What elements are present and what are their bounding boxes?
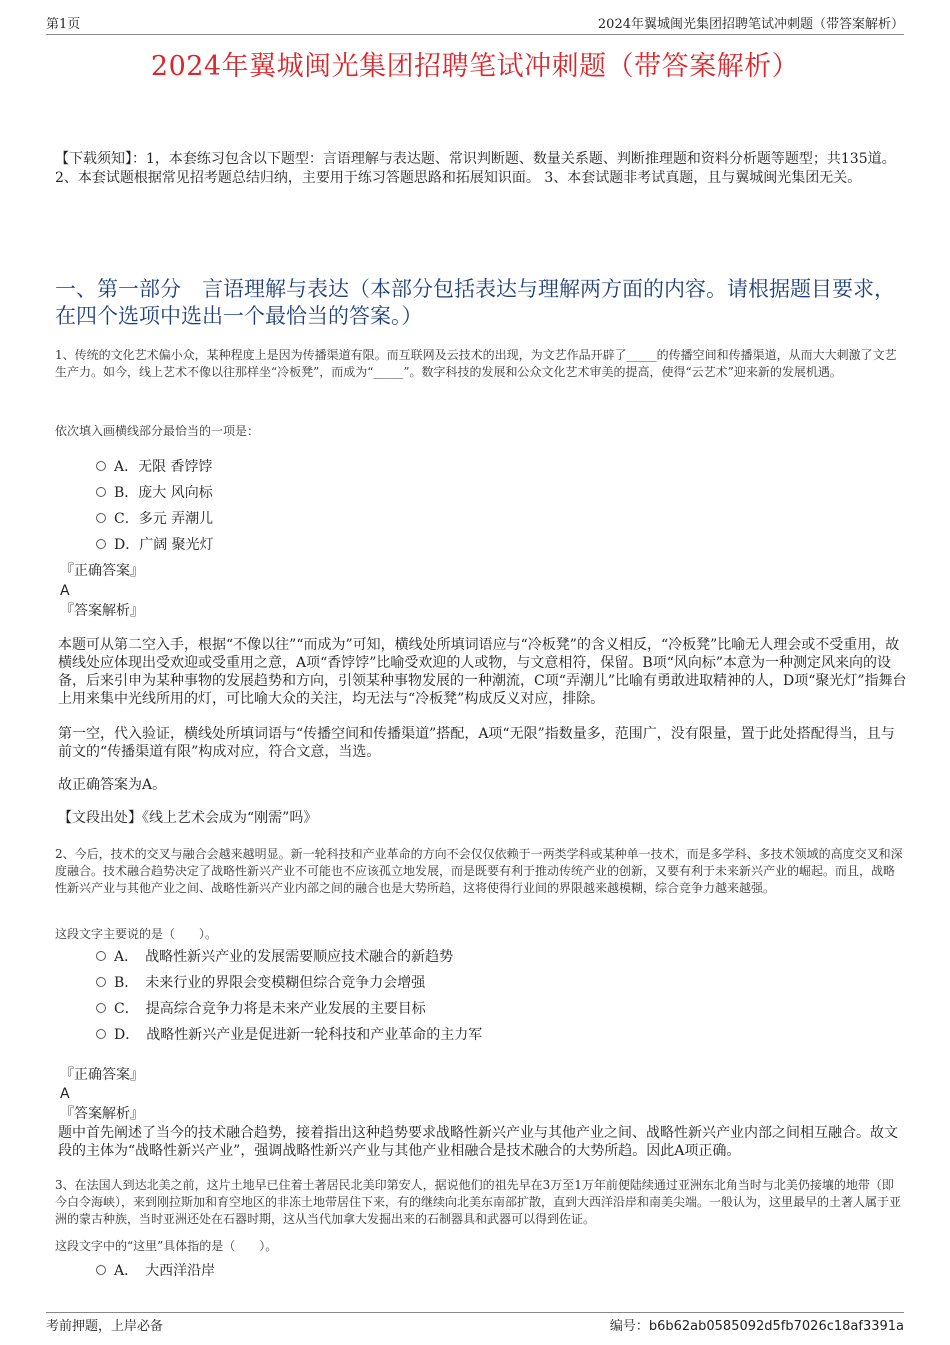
radio-icon[interactable] bbox=[96, 1265, 106, 1275]
question-2-prompt: 这段文字主要说的是（ ）。 bbox=[55, 927, 218, 941]
analysis-paragraph-3: 故正确答案为A。 bbox=[58, 777, 167, 793]
option-a[interactable]: A． 战略性新兴产业的发展需要顺应技术融合的新趋势 bbox=[96, 943, 482, 969]
analysis-label: 『答案解析』 bbox=[60, 603, 144, 619]
question-1-options bbox=[96, 453, 214, 557]
answer-value: A bbox=[60, 1086, 70, 1102]
source-citation: 【文段出处】《线上艺术会成为“刚需”吗》 bbox=[58, 810, 318, 826]
option-b[interactable]: B．庞大 风向标 bbox=[96, 479, 214, 505]
answer-label: 『正确答案』 bbox=[60, 563, 144, 579]
radio-icon[interactable] bbox=[96, 977, 106, 987]
question-2-text: 2、今后，技术的交叉与融合会越来越明显。新一轮科技和产业革命的方向不会仅仅依赖于一两类学科或某种单一技术，而是多学科、多技术领域的高度交叉和深度融合。技术融合趋势决定了战略性新兴产业不可能也不应该孤立地发展，而是既要有利于推动传统产业的创新，又要有利于未来新兴产业的崛起。而且，战略性新兴产业与其他产业之间、战略性新兴产业内部之间的融合也是大势所趋，这将使得行业间的界限越来越模糊，综合竞争力越来越强。 bbox=[55, 847, 903, 895]
analysis-paragraph-1: 本题可从第二空入手，根据“不像以往”“而成为”可知，横线处所填词语应与“冷板凳”的含义相反，“冷板凳”比喻无人理会或不受重用，故横线处应体现出受欢迎或受重用之意，A项“香饽饽”比喻受欢迎的人或物，与文意相符，保留。B项“风向标”本意为一种测定风来向的设备，后来引申为某种事物的发展趋势和方向，引领某种事物发展的一种潮流，C项“弄潮儿”比喻有勇敢进取精神的人，D项“聚光灯”指舞台上用来集中光线所用的灯，可比喻大众的关注，均无法与“冷板凳”构成反义对应，排除。 bbox=[58, 637, 907, 707]
question-2-options bbox=[96, 943, 482, 1047]
analysis-paragraph-2: 第一空，代入验证，横线处所填词语与“传播空间和传播渠道”搭配，A项“无限”指数量多，范围广，没有限量，置于此处搭配得当，且与前文的“传播渠道有限”构成对应，符合文意，当选。 bbox=[58, 726, 895, 760]
option-d[interactable]: D． 战略性新兴产业是促进新一轮科技和产业革命的主力军 bbox=[96, 1021, 482, 1047]
radio-icon[interactable] bbox=[96, 461, 106, 471]
option-b[interactable]: B． 未来行业的界限会变模糊但综合竞争力会增强 bbox=[96, 969, 482, 995]
radio-icon[interactable] bbox=[96, 951, 106, 961]
answer-value: A bbox=[60, 583, 70, 599]
page-number: 第1页 bbox=[46, 17, 81, 32]
option-a[interactable]: A．无限 香饽饽 bbox=[96, 453, 214, 479]
radio-icon[interactable] bbox=[96, 487, 106, 497]
document-title: 2024年翼城闽光集团招聘笔试冲刺题（带答案解析） bbox=[150, 51, 800, 82]
footer-code: 编号：b6b62ab0585092d5fb7026c18af3391a bbox=[609, 1319, 904, 1334]
radio-icon[interactable] bbox=[96, 1003, 106, 1013]
answer-label: 『正确答案』 bbox=[60, 1067, 144, 1083]
option-a[interactable]: A． 大西洋沿岸 bbox=[96, 1257, 215, 1283]
analysis-paragraph: 题中首先阐述了当今的技术融合趋势，接着指出这种趋势要求战略性新兴产业与其他产业之间、战略性新兴产业内部之间相互融合。故文段的主体为“战略性新兴产业”，强调战略性新兴产业与其他产业相融合是技术融合的大势所趋。因此A项正确。 bbox=[58, 1125, 898, 1159]
page-header bbox=[46, 10, 904, 35]
analysis-label: 『答案解析』 bbox=[60, 1106, 144, 1122]
header-doc-title: 2024年翼城闽光集团招聘笔试冲刺题（带答案解析） bbox=[597, 17, 904, 32]
question-1-prompt: 依次填入画横线部分最恰当的一项是： bbox=[55, 424, 260, 438]
radio-icon[interactable] bbox=[96, 539, 106, 549]
option-c[interactable]: C．多元 弄潮儿 bbox=[96, 505, 214, 531]
question-3-text: 3、在法国人到达北美之前，这片土地早已住着土著居民北美印第安人，据说他们的祖先早在3万至1万年前便陆续通过亚洲东北角当时与北美仍接壤的地带（即今白令海峡），来到刚拉斯加和育空地区的非冻土地带居住下来，有的继续向北美东南部扩散，直到大西洋沿岸和南美尖端。一般认为，这里最早的土著人属于亚洲的蒙古种族，当时亚洲还处在石器时期，这从当代加拿大发掘出来的石制器具和武器可以得到佐证。 bbox=[55, 1178, 902, 1226]
footer-slogan: 考前押题，上岸必备 bbox=[46, 1319, 164, 1334]
download-notice: 【下载须知】：1，本套练习包含以下题型：言语理解与表达题、常识判断题、数量关系题、判断推理题和资料分析题等题型；共135道。 2、本套试题根据常见招考题总结归纳，主要用于练习答题思路和拓展知识面。 3、本套试题非考试真题，且与翼城闽光集团无关。 bbox=[55, 151, 896, 186]
radio-icon[interactable] bbox=[96, 513, 106, 523]
question-3-options bbox=[96, 1257, 215, 1283]
question-1-text: 1、传统的文化艺术偏小众，某种程度上是因为传播渠道有限。而互联网及云技术的出现，为文艺作品开辟了_____的传播空间和传播渠道，从而大大刺激了文艺生产力。如今，线上艺术不像以往那样坐“冷板凳”，而成为“_____”。数字科技的发展和公众文化艺术审美的提高，使得“云艺术”迎来新的发展机遇。 bbox=[55, 348, 897, 379]
option-c[interactable]: C． 提高综合竞争力将是未来产业发展的主要目标 bbox=[96, 995, 482, 1021]
page-footer bbox=[46, 1312, 904, 1334]
question-3-prompt: 这段文字中的“这里”具体指的是（ ）。 bbox=[55, 1239, 278, 1253]
section-heading: 一、第一部分 言语理解与表达（本部分包括表达与理解两方面的内容。请根据题目要求，在四个选项中选出一个最恰当的答案。） bbox=[55, 277, 895, 328]
option-d[interactable]: D．广阔 聚光灯 bbox=[96, 531, 214, 557]
radio-icon[interactable] bbox=[96, 1029, 106, 1039]
